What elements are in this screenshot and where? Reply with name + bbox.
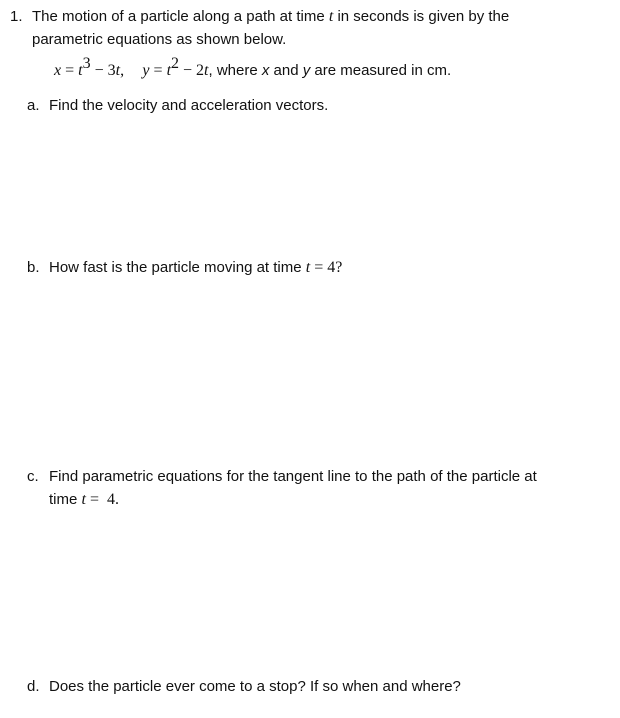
- eq-y-equals: =: [149, 62, 167, 79]
- eq-y-exp: 2: [171, 55, 180, 72]
- part-c-var-t: t: [81, 491, 86, 508]
- problem-intro-line2: parametric equations as shown below.: [32, 31, 287, 48]
- part-c-text-line1: Find parametric equations for the tangent line to the path of the particle at: [49, 468, 537, 485]
- part-b-text: How fast is the particle moving at time: [49, 259, 302, 276]
- part-b-var-t: t: [305, 259, 311, 276]
- intro-var-t: t: [328, 8, 334, 25]
- part-d-label: d.: [27, 678, 40, 695]
- part-d-text: Does the particle ever come to a stop? If so when and where?: [49, 678, 461, 695]
- eq-x-t1: t: [78, 62, 83, 79]
- eq-y-lhs: y: [142, 62, 150, 79]
- eq-where-b: are measured in cm.: [310, 62, 452, 79]
- part-b-label: b.: [27, 259, 40, 276]
- eq-x-comma: ,: [120, 62, 125, 79]
- eq-x-exp: 3: [82, 55, 91, 72]
- eq-x-lhs: x: [54, 62, 62, 79]
- eq-where-y: y: [302, 62, 311, 79]
- eq-y-t2: t: [204, 62, 209, 79]
- part-b-question: [49, 259, 342, 277]
- part-c-text-line2: time: [49, 491, 78, 508]
- eq-where-and: and: [269, 62, 303, 79]
- parametric-equations: [54, 55, 452, 80]
- eq-y-t1: t: [166, 62, 172, 79]
- part-b-math-rest: = 4?: [310, 259, 343, 276]
- eq-y-rest: − 2: [179, 62, 205, 79]
- intro-text-b: in seconds is given by the: [337, 8, 510, 25]
- part-c-math-rest: = 4.: [85, 491, 119, 508]
- part-c-line2: [49, 491, 119, 509]
- eq-x-equals: =: [61, 62, 79, 79]
- problem-number: 1.: [10, 8, 23, 25]
- problem-intro-line1: [32, 8, 509, 26]
- eq-where-x: x: [261, 62, 270, 79]
- part-a-text: Find the velocity and acceleration vectors.: [49, 97, 329, 114]
- part-a-label: a.: [27, 97, 40, 114]
- eq-x-t2: t: [115, 62, 121, 79]
- intro-text-a: The motion of a particle along a path at time: [32, 8, 325, 25]
- eq-x-rest: − 3: [90, 62, 116, 79]
- eq-where-a: , where: [208, 62, 262, 79]
- part-c-label: c.: [27, 468, 39, 485]
